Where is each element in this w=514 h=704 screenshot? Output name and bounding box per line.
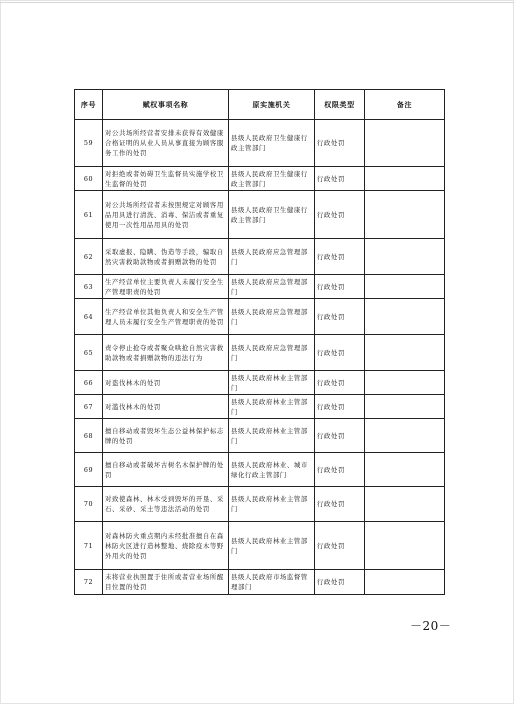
cell-remarks	[365, 335, 445, 371]
cell-seq: 64	[75, 299, 103, 335]
cell-original-org: 县级人民政府林业主管部门	[229, 419, 315, 453]
cell-item-name: 对拒绝或者妨碍卫生监督员实施学校卫生监督的处罚	[103, 167, 229, 191]
header-seq: 序号	[75, 90, 103, 120]
header-original-org: 原实施机关	[229, 90, 315, 120]
cell-remarks	[365, 191, 445, 239]
table-row	[75, 522, 445, 570]
cell-original-org: 县级人民政府林业、城市绿化行政主管部门	[229, 453, 315, 487]
table-row	[75, 419, 445, 453]
header-remarks: 备注	[365, 90, 445, 120]
cell-item-name: 对致使森林、林木受到毁坏的开垦、采石、采砂、采土等违法活动的处罚	[103, 487, 229, 522]
cell-item-name: 对公共场所经营者未按照规定对顾客用品用具进行清洗、消毒、保洁或者重复使用一次性用品用具的处罚	[103, 191, 229, 239]
cell-power-type: 行政处罚	[315, 120, 365, 167]
cell-power-type: 行政处罚	[315, 239, 365, 275]
cell-original-org: 县级人民政府林业主管部门	[229, 522, 315, 570]
cell-remarks	[365, 395, 445, 419]
cell-power-type: 行政处罚	[315, 299, 365, 335]
table-row	[75, 371, 445, 395]
cell-item-name: 对森林防火重点期内未经批准擅自在森林防火区进行造林整地、烧除疫木等野外用火的处罚	[103, 522, 229, 570]
cell-item-name: 生产经营单位其他负责人和安全生产管理人员未履行安全生产管理职责的处罚	[103, 299, 229, 335]
table-row	[75, 395, 445, 419]
cell-remarks	[365, 167, 445, 191]
cell-item-name: 对盗伐林木的处罚	[103, 371, 229, 395]
cell-remarks	[365, 275, 445, 299]
cell-seq: 71	[75, 522, 103, 570]
cell-original-org: 县级人民政府林业主管部门	[229, 487, 315, 522]
cell-seq: 67	[75, 395, 103, 419]
table-row	[75, 167, 445, 191]
cell-item-name: 责令停止抢夺或者聚众哄抢自然灾害救助款物或者捐赠款物的违法行为	[103, 335, 229, 371]
cell-item-name: 采取虚报、隐瞒、伪造等手段，骗取自然灾害救助款物或者捐赠款物的处罚	[103, 239, 229, 275]
table-row	[75, 191, 445, 239]
header-item-name: 赋权事项名称	[103, 90, 229, 120]
cell-remarks	[365, 487, 445, 522]
table-row	[75, 239, 445, 275]
cell-seq: 70	[75, 487, 103, 522]
cell-seq: 61	[75, 191, 103, 239]
cell-original-org: 县级人民政府卫生健康行政主管部门	[229, 191, 315, 239]
cell-seq: 62	[75, 239, 103, 275]
cell-original-org: 县级人民政府林业主管部门	[229, 371, 315, 395]
authority-table	[74, 89, 445, 595]
cell-seq: 65	[75, 335, 103, 371]
table-row	[75, 275, 445, 299]
table-header-row	[75, 90, 445, 120]
cell-original-org: 县级人民政府应急管理部门	[229, 335, 315, 371]
page-number: －20－	[410, 619, 452, 633]
table-row	[75, 570, 445, 595]
cell-seq: 69	[75, 453, 103, 487]
cell-power-type: 行政处罚	[315, 167, 365, 191]
cell-power-type: 行政处罚	[315, 419, 365, 453]
table-row	[75, 453, 445, 487]
cell-seq: 59	[75, 120, 103, 167]
cell-seq: 60	[75, 167, 103, 191]
table-row	[75, 487, 445, 522]
cell-remarks	[365, 570, 445, 595]
cell-power-type: 行政处罚	[315, 453, 365, 487]
cell-power-type: 行政处罚	[315, 335, 365, 371]
cell-power-type: 行政处罚	[315, 570, 365, 595]
cell-remarks	[365, 453, 445, 487]
cell-seq: 68	[75, 419, 103, 453]
cell-power-type: 行政处罚	[315, 191, 365, 239]
cell-power-type: 行政处罚	[315, 522, 365, 570]
header-power-type: 权限类型	[315, 90, 365, 120]
cell-power-type: 行政处罚	[315, 395, 365, 419]
cell-original-org: 县级人民政府林业主管部门	[229, 395, 315, 419]
cell-power-type: 行政处罚	[315, 487, 365, 522]
table-row	[75, 299, 445, 335]
cell-remarks	[365, 371, 445, 395]
cell-remarks	[365, 239, 445, 275]
cell-original-org: 县级人民政府应急管理部门	[229, 275, 315, 299]
cell-remarks	[365, 120, 445, 167]
cell-seq: 66	[75, 371, 103, 395]
cell-item-name: 对滥伐林木的处罚	[103, 395, 229, 419]
cell-original-org: 县级人民政府应急管理部门	[229, 299, 315, 335]
cell-seq: 63	[75, 275, 103, 299]
cell-original-org: 县级人民政府卫生健康行政主管部门	[229, 120, 315, 167]
cell-remarks	[365, 419, 445, 453]
cell-item-name: 擅自移动或者毁坏生态公益林保护标志牌的处罚	[103, 419, 229, 453]
table-row	[75, 120, 445, 167]
cell-item-name: 对公共场所经营者安排未获得有效健康合格证明的从业人员从事直接为顾客服务工作的处罚	[103, 120, 229, 167]
cell-power-type: 行政处罚	[315, 275, 365, 299]
cell-original-org: 县级人民政府应急管理部门	[229, 239, 315, 275]
cell-remarks	[365, 522, 445, 570]
cell-original-org: 县级人民政府市场监督管理部门	[229, 570, 315, 595]
table-body	[75, 120, 445, 595]
cell-item-name: 生产经营单位主要负责人未履行安全生产管理职责的处罚	[103, 275, 229, 299]
table-row	[75, 335, 445, 371]
cell-item-name: 未将营业执照置于住所或者营业场所醒目位置的处罚	[103, 570, 229, 595]
cell-seq: 72	[75, 570, 103, 595]
cell-remarks	[365, 299, 445, 335]
page-top-border	[0, 2, 514, 3]
cell-item-name: 擅自移动或者破坏古树名木保护牌的处罚	[103, 453, 229, 487]
cell-original-org: 县级人民政府卫生健康行政主管部门	[229, 167, 315, 191]
cell-power-type: 行政处罚	[315, 371, 365, 395]
